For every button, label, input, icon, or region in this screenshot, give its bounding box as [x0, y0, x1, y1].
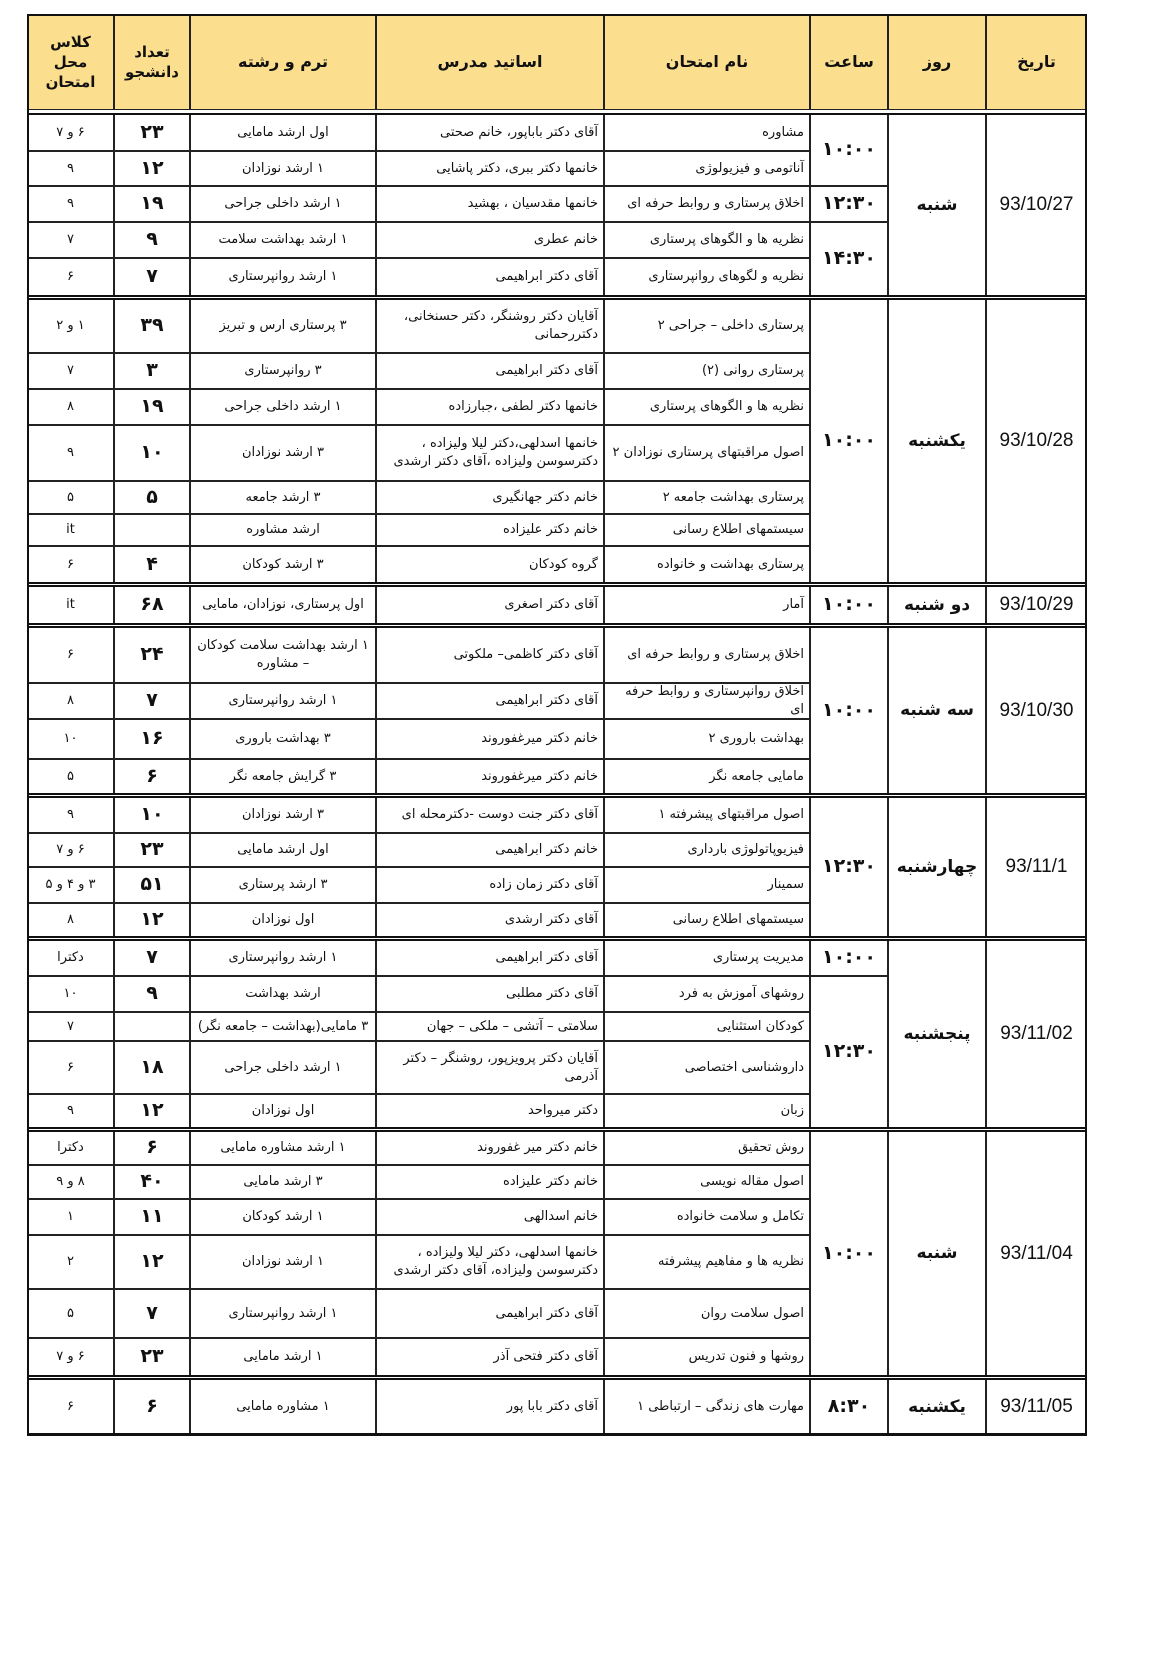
exam-room: ۱۰: [27, 976, 114, 1012]
exam-time: ۱۰:۰۰: [810, 627, 888, 794]
exam-teachers: آقای دکتر ارشدی: [376, 903, 604, 937]
exam-room: ۵: [27, 1289, 114, 1338]
exam-teachers: دکتر میرواحد: [376, 1094, 604, 1128]
student-count: ۲۳: [114, 833, 190, 867]
exam-room: ۵: [27, 481, 114, 514]
exam-teachers: آقای دکتر جنت دوست -دکترمحله ای: [376, 797, 604, 833]
student-count: ۱۱: [114, 1199, 190, 1235]
group-day: یکشنبه: [888, 1379, 986, 1435]
term-and-field: اول ارشد مامایی: [190, 833, 376, 867]
exam-time: ۱۰:۰۰: [810, 114, 888, 186]
student-count: ۱۶: [114, 719, 190, 759]
exam-name: آناتومی و فیزیولوژی: [604, 151, 810, 186]
exam-teachers: آقای دکتر اصغری: [376, 586, 604, 624]
exam-teachers: خانم دکتر علیزاده: [376, 1165, 604, 1199]
exam-name: روشهای آموزش به فرد: [604, 976, 810, 1012]
exam-teachers: آقای دکتر کاظمی– ملکوتی: [376, 627, 604, 683]
exam-teachers: خانمها دکتر ببری، دکتر پاشایی: [376, 151, 604, 186]
exam-name: نظریه ها و الگوهای پرستاری: [604, 222, 810, 258]
exam-name: تکامل و سلامت خانواده: [604, 1199, 810, 1235]
exam-teachers: آقایان دکتر پرویزپور، روشنگر – دکتر آذرمی: [376, 1041, 604, 1094]
exam-name: نظریه ها و مفاهیم پیشرفته: [604, 1235, 810, 1289]
header-teacher: اساتید مدرس: [376, 14, 604, 110]
exam-name: پرستاری روانی (۲): [604, 353, 810, 389]
exam-room: ۸ و ۹: [27, 1165, 114, 1199]
exam-teachers: سلامتی – آتشی – ملکی – جهان: [376, 1012, 604, 1041]
term-and-field: ۱ ارشد بهداشت سلامت: [190, 222, 376, 258]
term-and-field: ۳ ارشد پرستاری: [190, 867, 376, 903]
exam-room: ۶: [27, 1379, 114, 1435]
student-count: ۳۹: [114, 299, 190, 353]
group-date: 93/10/29: [986, 586, 1087, 624]
exam-teachers: آقای دکتر باباپور، خانم صحتی: [376, 114, 604, 151]
exam-name: اخلاق پرستاری و روابط حرفه ای: [604, 627, 810, 683]
exam-room: ۹: [27, 1094, 114, 1128]
exam-name: مامایی جامعه نگر: [604, 759, 810, 794]
header-day: روز: [888, 14, 986, 110]
exam-teachers: آقای دکتر ابراهیمی: [376, 353, 604, 389]
term-and-field: ۱ ارشد مامایی: [190, 1338, 376, 1376]
student-count: ۱۲: [114, 1235, 190, 1289]
exam-room: ۷: [27, 353, 114, 389]
exam-name: آمار: [604, 586, 810, 624]
exam-teachers: آقای دکتر مطلبی: [376, 976, 604, 1012]
exam-room: ۱ و ۲: [27, 299, 114, 353]
group-date: 93/11/02: [986, 940, 1087, 1128]
group-date: 93/11/04: [986, 1131, 1087, 1376]
student-count: ۱۰: [114, 425, 190, 481]
exam-time: ۱۰:۰۰: [810, 586, 888, 624]
exam-name: نظریه و لگوهای روانپرستاری: [604, 258, 810, 296]
exam-room: ۳ و ۴ و ۵: [27, 867, 114, 903]
exam-room: ۶: [27, 1041, 114, 1094]
exam-name: اصول مراقبتهای پیشرفته ۱: [604, 797, 810, 833]
exam-teachers: خانم دکتر میر غفوروند: [376, 1131, 604, 1165]
exam-room: ۹: [27, 797, 114, 833]
exam-teachers: خانم دکتر میرغفوروند: [376, 759, 604, 794]
term-and-field: اول نوزادان: [190, 1094, 376, 1128]
exam-name: نظریه ها و الگوهای پرستاری: [604, 389, 810, 425]
term-and-field: ۳ ارشد مامایی: [190, 1165, 376, 1199]
term-and-field: ۱ ارشد نوزادان: [190, 1235, 376, 1289]
exam-name: زبان: [604, 1094, 810, 1128]
exam-name: پرستاری بهداشت جامعه ۲: [604, 481, 810, 514]
term-and-field: ۱ مشاوره مامایی: [190, 1379, 376, 1435]
exam-room: ۷: [27, 1012, 114, 1041]
exam-room: ۹: [27, 151, 114, 186]
exam-room: ۵: [27, 759, 114, 794]
exam-room: ۱: [27, 1199, 114, 1235]
exam-teachers: آقای دکتر فتحی آذر: [376, 1338, 604, 1376]
exam-teachers: گروه کودکان: [376, 546, 604, 583]
exam-teachers: خانم دکتر جهانگیری: [376, 481, 604, 514]
exam-room: ۶: [27, 627, 114, 683]
exam-teachers: آقای دکتر ابراهیمی: [376, 940, 604, 976]
term-and-field: ۱ ارشد داخلی جراحی: [190, 389, 376, 425]
exam-time: ۱۰:۰۰: [810, 299, 888, 583]
term-and-field: ۱ ارشد روانپرستاری: [190, 258, 376, 296]
student-count: ۷: [114, 1289, 190, 1338]
exam-room: دکترا: [27, 940, 114, 976]
exam-time: ۱۲:۳۰: [810, 976, 888, 1128]
student-count: ۵۱: [114, 867, 190, 903]
group-date: 93/11/05: [986, 1379, 1087, 1435]
student-count: ۲۳: [114, 1338, 190, 1376]
exam-name: سیستمهای اطلاع رسانی: [604, 903, 810, 937]
exam-name: سیستمهای اطلاع رسانی: [604, 514, 810, 546]
term-and-field: ارشد بهداشت: [190, 976, 376, 1012]
exam-teachers: خانمها اسدلهی، دکتر لیلا ولیزاده ، دکترسوسن ولیزاده، آقای دکتر ارشدی: [376, 1235, 604, 1289]
exam-time: ۱۰:۰۰: [810, 1131, 888, 1376]
exam-room: it: [27, 586, 114, 624]
exam-room: ۶ و ۷: [27, 1338, 114, 1376]
exam-teachers: خانمها دکتر لطفی ،جبارزاده: [376, 389, 604, 425]
student-count: ۳: [114, 353, 190, 389]
student-count: ۶: [114, 1379, 190, 1435]
student-count: ۱۹: [114, 186, 190, 222]
exam-name: داروشناسی اختصاصی: [604, 1041, 810, 1094]
term-and-field: ۱ ارشد داخلی جراحی: [190, 1041, 376, 1094]
exam-teachers: خانم عطری: [376, 222, 604, 258]
exam-name: پرستاری داخلی – جراحی ۲: [604, 299, 810, 353]
header-date: تاریخ: [986, 14, 1087, 110]
exam-name: مشاوره: [604, 114, 810, 151]
student-count: ۱۹: [114, 389, 190, 425]
term-and-field: ۱ ارشد بهداشت سلامت کودکان – مشاوره: [190, 627, 376, 683]
exam-name: اصول سلامت روان: [604, 1289, 810, 1338]
exam-teachers: آقای دکتر ابراهیمی: [376, 1289, 604, 1338]
student-count: ۷: [114, 940, 190, 976]
student-count: ۵: [114, 481, 190, 514]
term-and-field: اول نوزادان: [190, 903, 376, 937]
exam-name: اخلاق روانپرستاری و روابط حرفه ای: [604, 683, 810, 719]
exam-teachers: خانم دکتر علیزاده: [376, 514, 604, 546]
group-day: پنجشنبه: [888, 940, 986, 1128]
student-count: ۴: [114, 546, 190, 583]
student-count: ۶: [114, 759, 190, 794]
term-and-field: ۱ ارشد مشاوره مامایی: [190, 1131, 376, 1165]
student-count: ۱۲: [114, 1094, 190, 1128]
group-date: 93/10/28: [986, 299, 1087, 583]
term-and-field: ۳ مامایی(بهداشت – جامعه نگر): [190, 1012, 376, 1041]
exam-room: ۹: [27, 186, 114, 222]
student-count: ۷: [114, 683, 190, 719]
term-and-field: ۳ پرستاری ارس و تبریز: [190, 299, 376, 353]
term-and-field: ۱ ارشد داخلی جراحی: [190, 186, 376, 222]
term-and-field: ۱ ارشد روانپرستاری: [190, 1289, 376, 1338]
exam-name: پرستاری بهداشت و خانواده: [604, 546, 810, 583]
term-and-field: ۱ ارشد روانپرستاری: [190, 683, 376, 719]
exam-name: اصول مراقبتهای پرستاری نوزادان ۲: [604, 425, 810, 481]
exam-name: اصول مقاله نویسی: [604, 1165, 810, 1199]
exam-name: بهداشت باروری ۲: [604, 719, 810, 759]
exam-time: ۸:۳۰: [810, 1379, 888, 1435]
exam-name: روش تحقیق: [604, 1131, 810, 1165]
student-count: [114, 1012, 190, 1041]
term-and-field: ۳ روانپرستاری: [190, 353, 376, 389]
exam-room: ۹: [27, 425, 114, 481]
exam-time: ۱۲:۳۰: [810, 797, 888, 937]
term-and-field: ۳ ارشد نوزادان: [190, 425, 376, 481]
header-room: کلاس محل امتحان: [27, 14, 114, 110]
term-and-field: ۱ ارشد نوزادان: [190, 151, 376, 186]
term-and-field: ۳ گرایش جامعه نگر: [190, 759, 376, 794]
header-exam: نام امتحان: [604, 14, 810, 110]
group-date: 93/11/1: [986, 797, 1087, 937]
exam-name: سمینار: [604, 867, 810, 903]
term-and-field: ۳ ارشد نوزادان: [190, 797, 376, 833]
exam-teachers: آقای دکتر بابا پور: [376, 1379, 604, 1435]
student-count: ۱۸: [114, 1041, 190, 1094]
student-count: ۶۸: [114, 586, 190, 624]
exam-room: ۶ و ۷: [27, 833, 114, 867]
exam-room: ۷: [27, 222, 114, 258]
exam-name: مهارت های زندگی – ارتباطی ۱: [604, 1379, 810, 1435]
exam-name: مدیریت پرستاری: [604, 940, 810, 976]
term-and-field: ارشد مشاوره: [190, 514, 376, 546]
student-count: [114, 514, 190, 546]
exam-teachers: آقای دکتر ابراهیمی: [376, 258, 604, 296]
exam-room: ۸: [27, 683, 114, 719]
exam-teachers: آقایان دکتر روشنگر، دکتر حسنخانی، دکتررحمانی: [376, 299, 604, 353]
group-date: 93/10/27: [986, 114, 1087, 296]
group-day: شنبه: [888, 114, 986, 296]
student-count: ۱۰: [114, 797, 190, 833]
student-count: ۹: [114, 222, 190, 258]
exam-room: ۶: [27, 258, 114, 296]
group-day: شنبه: [888, 1131, 986, 1376]
exam-time: ۱۴:۳۰: [810, 222, 888, 296]
exam-room: it: [27, 514, 114, 546]
term-and-field: ۱ ارشد روانپرستاری: [190, 940, 376, 976]
exam-room: ۸: [27, 389, 114, 425]
term-and-field: اول پرستاری، نوزادان، مامایی: [190, 586, 376, 624]
exam-teachers: خانمها اسدلهی،دکتر لیلا ولیزاده ، دکترسوسن ولیزاده ،آقای دکتر ارشدی: [376, 425, 604, 481]
header-count: تعداد دانشجو: [114, 14, 190, 110]
exam-room: دکترا: [27, 1131, 114, 1165]
term-and-field: ۱ ارشد کودکان: [190, 1199, 376, 1235]
group-date: 93/10/30: [986, 627, 1087, 794]
exam-time: ۱۰:۰۰: [810, 940, 888, 976]
exam-name: روشها و فنون تدریس: [604, 1338, 810, 1376]
exam-time: ۱۲:۳۰: [810, 186, 888, 222]
term-and-field: ۳ ارشد کودکان: [190, 546, 376, 583]
term-and-field: ۳ ارشد جامعه: [190, 481, 376, 514]
group-day: دو شنبه: [888, 586, 986, 624]
exam-teachers: خانم دکتر ابراهیمی: [376, 833, 604, 867]
term-and-field: ۳ بهداشت باروری: [190, 719, 376, 759]
header-term: ترم و رشته: [190, 14, 376, 110]
exam-teachers: آقای دکتر ابراهیمی: [376, 683, 604, 719]
exam-room: ۶ و ۷: [27, 114, 114, 151]
exam-teachers: آقای دکتر زمان زاده: [376, 867, 604, 903]
exam-room: ۶: [27, 546, 114, 583]
student-count: ۲۴: [114, 627, 190, 683]
student-count: ۲۳: [114, 114, 190, 151]
student-count: ۶: [114, 1131, 190, 1165]
student-count: ۹: [114, 976, 190, 1012]
group-day: چهارشنبه: [888, 797, 986, 937]
student-count: ۴۰: [114, 1165, 190, 1199]
exam-teachers: خانم اسدالهی: [376, 1199, 604, 1235]
exam-teachers: خانم دکتر میرغفوروند: [376, 719, 604, 759]
exam-room: ۲: [27, 1235, 114, 1289]
exam-name: فیزیوپاتولوژی بارداری: [604, 833, 810, 867]
exam-name: کودکان استثنایی: [604, 1012, 810, 1041]
student-count: ۱۲: [114, 903, 190, 937]
header-time: ساعت: [810, 14, 888, 110]
group-day: یکشنبه: [888, 299, 986, 583]
exam-name: اخلاق پرستاری و روابط حرفه ای: [604, 186, 810, 222]
student-count: ۱۲: [114, 151, 190, 186]
exam-teachers: خانمها مقدسیان ، بهشید: [376, 186, 604, 222]
group-day: سه شنبه: [888, 627, 986, 794]
exam-room: ۸: [27, 903, 114, 937]
exam-room: ۱۰: [27, 719, 114, 759]
student-count: ۷: [114, 258, 190, 296]
term-and-field: اول ارشد مامایی: [190, 114, 376, 151]
